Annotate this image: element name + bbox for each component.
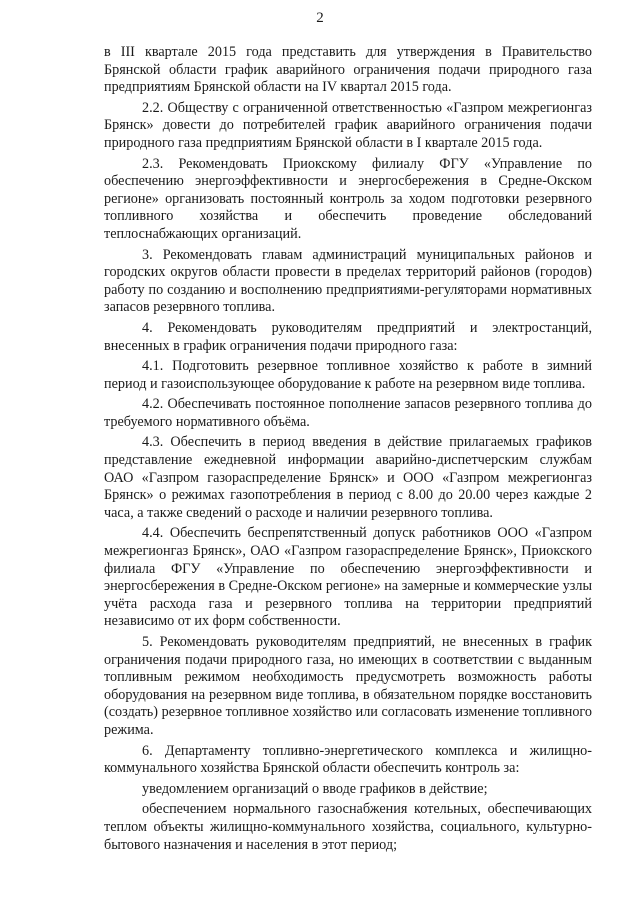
paragraph: обеспечением нормального газоснабжения котельных, обеспечивающих теплом объекты жилищно-коммунального хозяйства, социального, культурно-бытового назначения и населения в этот период; [104,801,592,853]
paragraph: 4.2. Обеспечивать постоянное пополнение запасов резервного топлива до требуемого нормативного объёма. [104,396,592,430]
paragraph: 3. Рекомендовать главам администраций муниципальных районов и городских округов области провести в пределах территорий районов (городов) работу по созданию и восполнению предприятиями-регуляторами нормативных запасов резервного топлива. [104,246,592,316]
document-body [104,44,592,857]
paragraph: в III квартале 2015 года представить для утверждения в Правительство Брянской области график аварийного ограничения подачи природного газа предприятиям Брянской области на IV квартал 2015 года. [104,44,592,96]
page-number: 2 [316,10,324,26]
paragraph: 4.4. Обеспечить беспрепятственный допуск работников ООО «Газпром межрегионгаз Брянск», ОАО «Газпром газораспределение Брянск», Приокского филиала ФГУ «Управление по обеспечению энергоэффективности и энергосбережения в Средне-Окском регионе» на замерные и коммерческие узлы учёта расхода газа и резервного топлива на территории предприятий независимо от их форм собственности. [104,525,592,630]
paragraph: 2.3. Рекомендовать Приокскому филиалу ФГУ «Управление по обеспечению энергоэффективности и энергосбережения в Средне-Окском регионе» организовать постоянный контроль за ходом подготовки резервного топливного хозяйства и обеспечить проведение обследований теплоснабжающих организаций. [104,155,592,242]
paragraph: 2.2. Обществу с ограниченной ответственностью «Газпром межрегионгаз Брянск» довести до потребителей график аварийного ограничения подачи природного газа предприятиям Брянской области в I квартале 2015 года. [104,99,592,151]
paragraph: 4. Рекомендовать руководителям предприятий и электростанций, внесенных в график ограничения подачи природного газа: [104,319,592,354]
paragraph: 6. Департаменту топливно-энергетического комплекса и жилищно-коммунального хозяйства Брянской области обеспечить контроль за: [104,742,592,777]
paragraph: 4.3. Обеспечить в период введения в действие прилагаемых графиков представление ежедневной информации аварийно-диспетчерским службам ОАО «Газпром газораспределение Брянск» и ООО «Газпром межрегионгаз Брянск» о режимах газопотребления в период с 8.00 до 20.00 через каждые 2 часа, а также сведений о расходе и наличии резервного топлива. [104,434,592,521]
paragraph: 4.1. Подготовить резервное топливное хозяйство к работе в зимний период и газоиспользующее оборудование к работе на резервном виде топлива. [104,358,592,392]
paragraph: уведомлением организаций о вводе графиков в действие; [142,780,488,797]
paragraph: 5. Рекомендовать руководителям предприятий, не внесенных в график ограничения подачи природного газа, но имеющих в соответствии с выданным топливным режимом необходимость предусмотреть возможность работы оборудования на резервном виде топлива, в обязательном порядке восстановить (создать) резервное топливное хозяйство или согласовать изменение топливного режима. [104,634,592,738]
